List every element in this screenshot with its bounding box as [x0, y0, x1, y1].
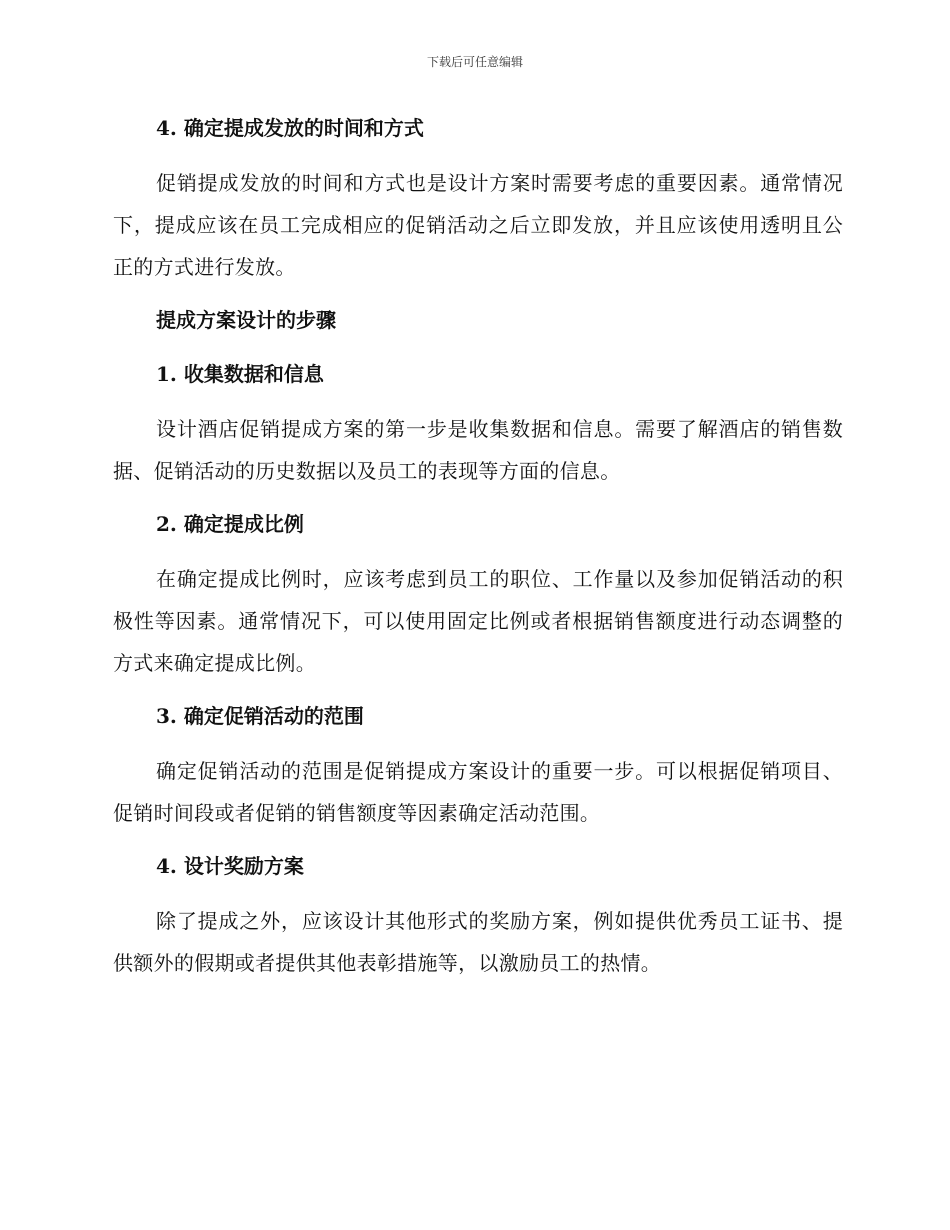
paragraph-payout-timing: 促销提成发放的时间和方式也是设计方案时需要考虑的重要因素。通常情况下，提成应该在员工完成相应的促销活动之后立即发放，并且应该使用透明且公正的方式进行发放。 — [113, 171, 843, 279]
section-heading-reward-plan: 4. 设计奖励方案 — [156, 854, 304, 878]
paragraph-reward-plan: 除了提成之外，应该设计其他形式的奖励方案，例如提供优秀员工证书、提供额外的假期或者提供其他表彰措施等，以激励员工的热情。 — [113, 909, 843, 975]
page-header: 下载后可任意编辑 — [426, 55, 523, 69]
section-heading-design-steps: 提成方案设计的步骤 — [156, 308, 336, 332]
paragraph-commission-rate: 在确定提成比例时，应该考虑到员工的职位、工作量以及参加促销活动的积极性等因素。通常情况下，可以使用固定比例或者根据销售额度进行动态调整的方式来确定提成比例。 — [113, 567, 843, 675]
section-heading-collect-data: 1. 收集数据和信息 — [156, 362, 324, 386]
section-heading-payout-timing: 4. 确定提成发放的时间和方式 — [156, 116, 424, 140]
section-heading-promotion-scope: 3. 确定促销活动的范围 — [156, 704, 364, 728]
paragraph-collect-data: 设计酒店促销提成方案的第一步是收集数据和信息。需要了解酒店的销售数据、促销活动的历史数据以及员工的表现等方面的信息。 — [113, 417, 843, 483]
document-body — [113, 108, 843, 996]
paragraph-promotion-scope: 确定促销活动的范围是促销提成方案设计的重要一步。可以根据促销项目、促销时间段或者促销的销售额度等因素确定活动范围。 — [113, 759, 843, 825]
section-heading-commission-rate: 2. 确定提成比例 — [156, 512, 304, 536]
